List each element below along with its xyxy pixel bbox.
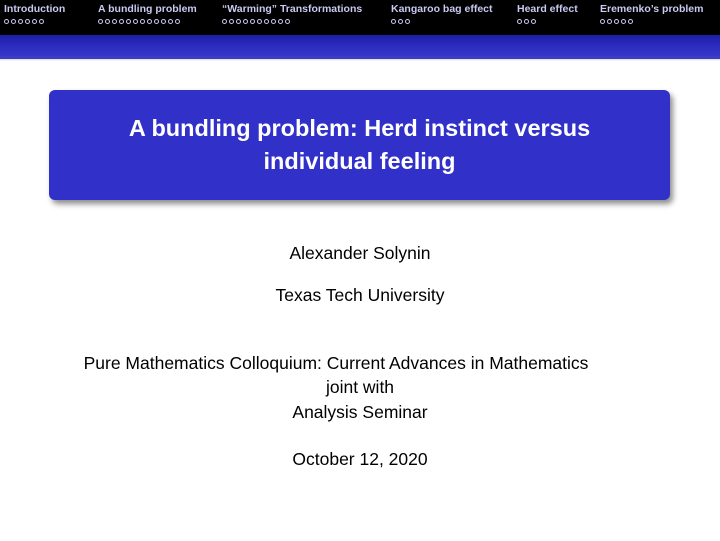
event-line-2: joint with bbox=[325, 377, 395, 397]
frame-dot[interactable] bbox=[278, 19, 283, 24]
frame-dot[interactable] bbox=[126, 19, 131, 24]
frame-dot[interactable] bbox=[154, 19, 159, 24]
frame-dot[interactable] bbox=[229, 19, 234, 24]
title-block bbox=[49, 90, 670, 200]
event-line-1: Pure Mathematics Colloquium: Current Advances in Mathematics bbox=[83, 353, 589, 373]
nav-section-label: Heard effect bbox=[517, 3, 578, 15]
nav-progress-dots bbox=[4, 19, 65, 24]
frame-dot[interactable] bbox=[243, 19, 248, 24]
frame-dot[interactable] bbox=[250, 19, 255, 24]
nav-section-introduction[interactable] bbox=[4, 3, 65, 24]
nav-section-label: “Warming” Transformations bbox=[222, 3, 363, 15]
nav-section-label: Kangaroo bag effect bbox=[391, 3, 493, 15]
frame-dot[interactable] bbox=[285, 19, 290, 24]
frame-dot[interactable] bbox=[168, 19, 173, 24]
frame-dot[interactable] bbox=[271, 19, 276, 24]
frame-dot[interactable] bbox=[517, 19, 522, 24]
frame-dot[interactable] bbox=[175, 19, 180, 24]
header-band-shadow bbox=[0, 56, 720, 61]
frame-dot[interactable] bbox=[398, 19, 403, 24]
nav-progress-dots bbox=[600, 19, 703, 24]
frame-dot[interactable] bbox=[133, 19, 138, 24]
frame-dot[interactable] bbox=[531, 19, 536, 24]
frame-dot[interactable] bbox=[161, 19, 166, 24]
frame-dot[interactable] bbox=[600, 19, 605, 24]
frame-dot[interactable] bbox=[147, 19, 152, 24]
nav-section-label: A bundling problem bbox=[98, 3, 197, 15]
author: Alexander Solynin bbox=[289, 243, 431, 263]
nav-section-warming-transformations[interactable] bbox=[222, 3, 362, 24]
frame-dot[interactable] bbox=[614, 19, 619, 24]
navigation-bar bbox=[0, 0, 720, 35]
nav-progress-dots bbox=[222, 19, 362, 24]
nav-section-eremenkos-problem[interactable] bbox=[600, 3, 703, 24]
frame-dot[interactable] bbox=[105, 19, 110, 24]
frame-dot[interactable] bbox=[18, 19, 23, 24]
frame-dot[interactable] bbox=[11, 19, 16, 24]
frame-dot[interactable] bbox=[621, 19, 626, 24]
nav-progress-dots bbox=[391, 19, 493, 24]
event-line-3: Analysis Seminar bbox=[292, 402, 428, 422]
nav-progress-dots bbox=[98, 19, 197, 24]
institute: Texas Tech University bbox=[275, 285, 445, 305]
nav-section-label: Eremenko’s problem bbox=[600, 3, 704, 15]
frame-dot[interactable] bbox=[257, 19, 262, 24]
frame-dot[interactable] bbox=[39, 19, 44, 24]
frame-dot[interactable] bbox=[32, 19, 37, 24]
presentation-date: October 12, 2020 bbox=[292, 449, 428, 469]
frame-dot[interactable] bbox=[405, 19, 410, 24]
frame-dot[interactable] bbox=[222, 19, 227, 24]
frame-dot[interactable] bbox=[25, 19, 30, 24]
nav-section-label: Introduction bbox=[4, 3, 66, 15]
frame-dot[interactable] bbox=[98, 19, 103, 24]
nav-section-heard-effect[interactable] bbox=[517, 3, 578, 24]
frame-dot[interactable] bbox=[264, 19, 269, 24]
frame-dot[interactable] bbox=[524, 19, 529, 24]
frame-dot[interactable] bbox=[140, 19, 145, 24]
nav-section-bundling-problem[interactable] bbox=[98, 3, 197, 24]
nav-progress-dots bbox=[517, 19, 578, 24]
frame-dot[interactable] bbox=[236, 19, 241, 24]
nav-section-kangaroo-bag-effect[interactable] bbox=[391, 3, 493, 24]
frame-dot[interactable] bbox=[628, 19, 633, 24]
frame-dot[interactable] bbox=[119, 19, 124, 24]
frame-dot[interactable] bbox=[391, 19, 396, 24]
frame-dot[interactable] bbox=[112, 19, 117, 24]
frame-dot[interactable] bbox=[4, 19, 9, 24]
presentation-title: A bundling problem: Herd instinct versus individual feeling bbox=[128, 115, 591, 174]
frame-dot[interactable] bbox=[607, 19, 612, 24]
